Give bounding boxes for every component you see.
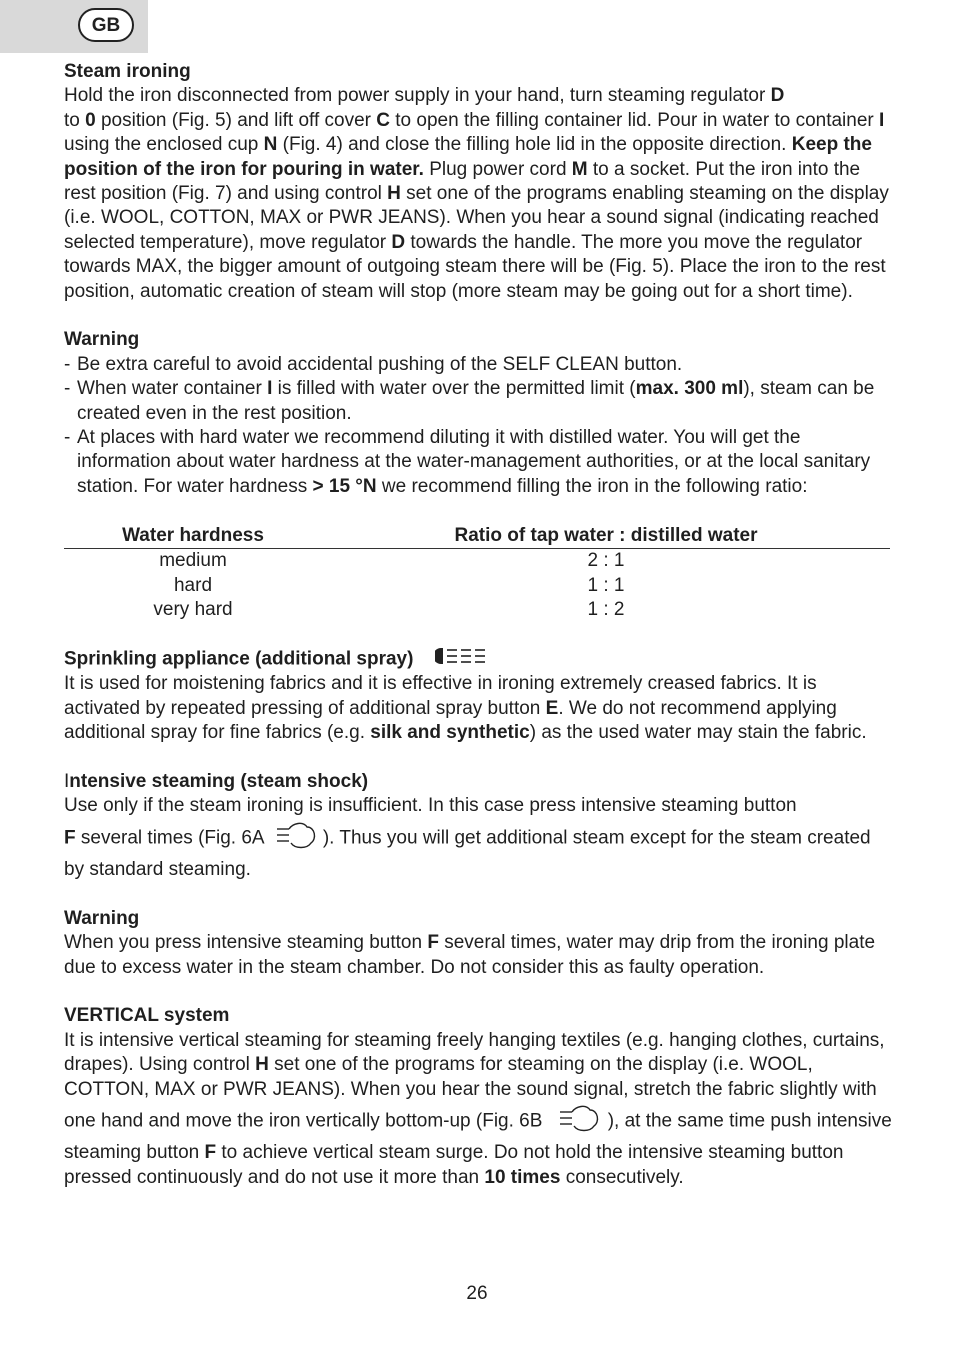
list-item: - At places with hard water we recommend diluting it with distilled water. You will get the information about water hardness at the water-management authorities, or at the local sanitary station. For water hardness > 15 °N we recommend filling the iron in the following ratio: bbox=[64, 426, 894, 499]
steam-shot-icon bbox=[558, 1102, 602, 1141]
section-title: Intensive steaming (steam shock) bbox=[64, 770, 369, 792]
column-header: Ratio of tap water : distilled water bbox=[322, 524, 890, 549]
table-cell: very hard bbox=[153, 598, 233, 620]
section-warning-2 bbox=[64, 907, 894, 980]
column-header: Water hardness bbox=[64, 524, 322, 549]
list-item: - When water container I is filled with water over the permitted limit (max. 300 ml), steam can be created even in the rest position. bbox=[64, 377, 894, 426]
paragraph: Use only if the steam ironing is insufficient. In this case press intensive steaming button F several times (Fig. 6A ). Thus you will get additional steam except for the steam created by standard steaming. bbox=[64, 795, 871, 880]
section-title: Sprinkling appliance (additional spray) bbox=[64, 647, 894, 672]
paragraph: It is intensive vertical steaming for steaming freely hanging textiles (e.g. hanging clothes, curtains, drapes). Using control H set one of the programs for steaming on the display (i.e. WOOL, COTTON, MAX or PWR JEANS). When you hear the sound signal, stretch the fabric slightly with one hand and move the iron vertically bottom-up (Fig. 6B ), at the same time push intensive steaming button F to achieve vertical steam surge. Do not hold the intensive steaming button pressed continuously and do not use it more than 10 times consecutively. bbox=[64, 1029, 892, 1188]
section-vertical-system bbox=[64, 1004, 894, 1190]
paragraph: When you press intensive steaming button F several times, water may drip from the ironing plate due to excess water in the steam chamber. Do not consider this as faulty operation. bbox=[64, 932, 876, 978]
spray-icon bbox=[435, 647, 487, 672]
warning-list bbox=[64, 353, 894, 499]
language-tab bbox=[0, 0, 148, 53]
section-title: Steam ironing bbox=[64, 61, 191, 82]
section-title: Warning bbox=[64, 329, 140, 351]
table-cell: 2 : 1 bbox=[587, 550, 625, 572]
table-cell: 1 : 2 bbox=[587, 598, 625, 620]
section-title: VERTICAL system bbox=[64, 1005, 230, 1027]
section-title: Warning bbox=[64, 907, 140, 929]
section-steam-ironing bbox=[64, 60, 894, 304]
table-row bbox=[64, 549, 890, 574]
table-header-row bbox=[64, 524, 890, 549]
steam-shot-icon bbox=[275, 819, 319, 858]
paragraph: It is used for moistening fabrics and it is effective in ironing extremely creased fabrics. It is activated by repeated pressing of additional spray button E. We do not recommend applying additional spray for fine fabrics (e.g. silk and synthetic) as the used water may stain the fabric. bbox=[64, 673, 867, 743]
language-badge: GB bbox=[78, 8, 134, 42]
paragraph: Hold the iron disconnected from power supply in your hand, turn steaming regulator D to 0 position (Fig. 5) and lift off cover C to open the filling container lid. Pour in water to container I using the enclosed cup N (Fig. 4) and close the filling hole lid in the opposite direction. Keep the position of the iron for pouring in water. Plug power cord M to a socket. Put the iron into the rest position (Fig. 7) and using control H set one of the programs enabling steaming on the display (i.e. WOOL, COTTON, MAX or PWR JEANS). When you hear a sound signal (indicating reached selected temperature), move regulator D towards the handle. The more you move the regulator towards MAX, the bigger amount of outgoing steam there will be (Fig. 5). Place the iron to the rest position, automatic creation of steam will stop (more steam may be going out for a short time). bbox=[64, 85, 889, 302]
table-cell: 1 : 1 bbox=[587, 574, 625, 596]
section-spray bbox=[64, 647, 894, 746]
list-item: - Be extra careful to avoid accidental pushing of the SELF CLEAN button. bbox=[64, 353, 894, 377]
section-intensive-steaming bbox=[64, 770, 894, 883]
page-content bbox=[64, 60, 894, 1190]
table-cell: medium bbox=[159, 550, 227, 572]
table-row bbox=[64, 574, 890, 598]
table-row bbox=[64, 598, 890, 622]
page-number: 26 bbox=[466, 1283, 488, 1304]
section-warning-1 bbox=[64, 328, 894, 499]
table-cell: hard bbox=[173, 574, 213, 596]
water-hardness-table bbox=[64, 524, 890, 623]
